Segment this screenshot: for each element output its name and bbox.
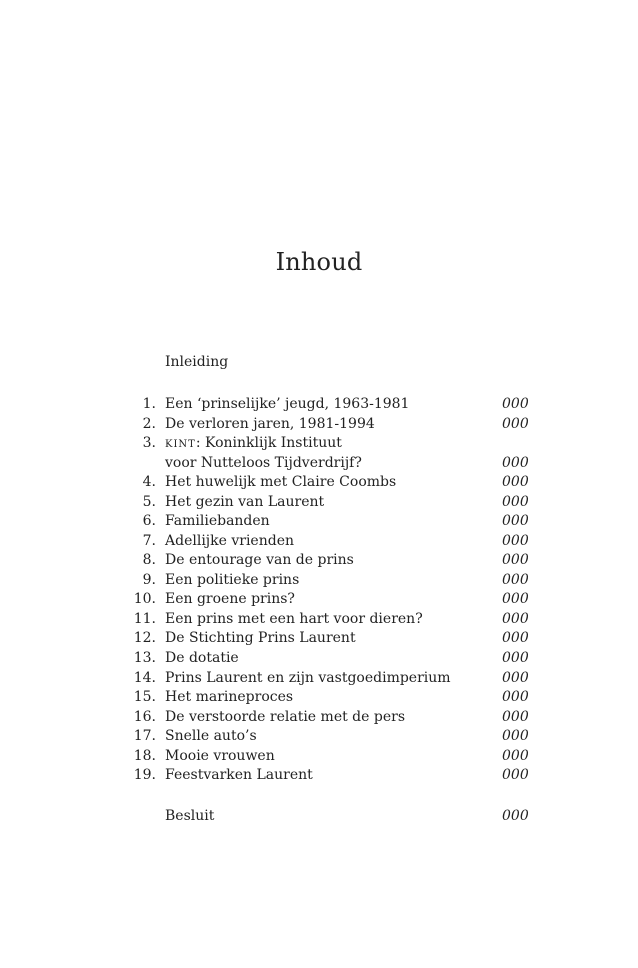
toc-entry-title: De verstoorde relatie met de pers: [165, 709, 406, 725]
toc-entry: [0, 589, 638, 609]
toc-entry-number: 10.: [133, 591, 156, 607]
toc-entry-title: De entourage van de prins: [165, 552, 354, 568]
toc-entry-page: 000: [502, 572, 529, 588]
toc-entry: [0, 433, 638, 453]
toc-entry-title: Het huwelijk met Claire Coombs: [165, 474, 397, 490]
toc-entry: [0, 492, 638, 512]
toc-entry-title: Het marineproces: [165, 689, 294, 705]
toc-intro-label: Inleiding: [165, 354, 229, 370]
page-title: Inhoud: [275, 248, 363, 276]
toc-entry-page: 000: [502, 611, 529, 627]
toc-entry-number: 6.: [142, 513, 156, 529]
toc-entry-number: 2.: [142, 416, 156, 432]
toc-entry: [0, 531, 638, 551]
toc-entry-page: 000: [502, 494, 529, 510]
toc-entry-number: 14.: [133, 670, 156, 686]
toc-entry: [0, 687, 638, 707]
toc-entry-title: Een ‘prinselijke’ jeugd, 1963-1981: [165, 396, 410, 412]
toc-conclusion: [0, 806, 638, 826]
toc-entry-page: 000: [502, 455, 529, 471]
toc-entry-number: 5.: [142, 494, 156, 510]
toc-entry-page: 000: [502, 513, 529, 529]
toc-entry-number: 19.: [133, 767, 156, 783]
toc-entry-page: 000: [502, 416, 529, 432]
toc-entry-number: 8.: [142, 552, 156, 568]
toc-entry-page: 000: [502, 533, 529, 549]
toc-entry-page: 000: [502, 474, 529, 490]
toc-entry-title: Een groene prins?: [165, 591, 295, 607]
toc-entry-title: Prins Laurent en zijn vastgoedimperium: [165, 670, 451, 686]
toc-entry-page: 000: [502, 591, 529, 607]
toc-entry-number: 13.: [133, 650, 156, 666]
toc-entry-page: 000: [502, 670, 529, 686]
toc-entry: [0, 765, 638, 785]
toc-entry-title: De Stichting Prins Laurent: [165, 630, 356, 646]
toc-entry: [0, 414, 638, 434]
toc-entry-number: 3.: [142, 435, 156, 451]
toc-entry-title: Een prins met een hart voor dieren?: [165, 611, 423, 627]
toc-entry-continuation: [0, 453, 638, 473]
toc-entry-number: 7.: [142, 533, 156, 549]
toc-entry-title-line2: voor Nutteloos Tijdverdrijf?: [165, 455, 362, 471]
toc-entry-title: [165, 433, 342, 453]
toc-entry: [0, 707, 638, 727]
toc-entry-title: Adellijke vrienden: [165, 533, 294, 549]
toc-entry-title: Snelle auto’s: [165, 728, 257, 744]
toc-entry-title: Familiebanden: [165, 513, 270, 529]
toc-entry: [0, 609, 638, 629]
toc-intro: [0, 352, 638, 372]
toc-entry: [0, 648, 638, 668]
toc-entry-page: 000: [502, 689, 529, 705]
toc-entry-page: 000: [502, 396, 529, 412]
toc-entry-page: 000: [502, 630, 529, 646]
toc-entry-number: 15.: [133, 689, 156, 705]
toc-entry-page: 000: [502, 552, 529, 568]
toc-entry-page: 000: [502, 709, 529, 725]
toc-entry-title-rest: : Koninklijk Instituut: [195, 435, 342, 451]
toc-entry-page: 000: [502, 728, 529, 744]
toc-entry-number: 11.: [133, 611, 156, 627]
toc-entry-title: Mooie vrouwen: [165, 748, 275, 764]
toc-conclusion-page: 000: [502, 808, 529, 824]
toc-entry: [0, 394, 638, 414]
toc-entry: [0, 726, 638, 746]
toc-entry-number: 17.: [133, 728, 156, 744]
toc-entry-title: De verloren jaren, 1981-1994: [165, 416, 375, 432]
toc-entry-number: 1.: [142, 396, 156, 412]
toc-entry-title: Het gezin van Laurent: [165, 494, 325, 510]
toc-entry: [0, 472, 638, 492]
toc-entry: [0, 550, 638, 570]
toc-entry-number: 9.: [142, 572, 156, 588]
toc-conclusion-label: Besluit: [165, 808, 215, 824]
toc-entry: [0, 511, 638, 531]
toc-entry-page: 000: [502, 748, 529, 764]
toc-entry-number: 12.: [133, 630, 156, 646]
toc-entry-page: 000: [502, 767, 529, 783]
toc-entry: [0, 628, 638, 648]
toc-entry: [0, 570, 638, 590]
toc-entry-number: 16.: [133, 709, 156, 725]
toc-entry-abbreviation: kint: [165, 435, 196, 451]
toc-entry-title: De dotatie: [165, 650, 239, 666]
toc-entry: [0, 668, 638, 688]
toc-entry-title: Feestvarken Laurent: [165, 767, 313, 783]
toc-entry-number: 18.: [133, 748, 156, 764]
toc-entry-title: Een politieke prins: [165, 572, 300, 588]
toc-entry: [0, 746, 638, 766]
toc-entry-page: 000: [502, 650, 529, 666]
toc-entry-number: 4.: [142, 474, 156, 490]
